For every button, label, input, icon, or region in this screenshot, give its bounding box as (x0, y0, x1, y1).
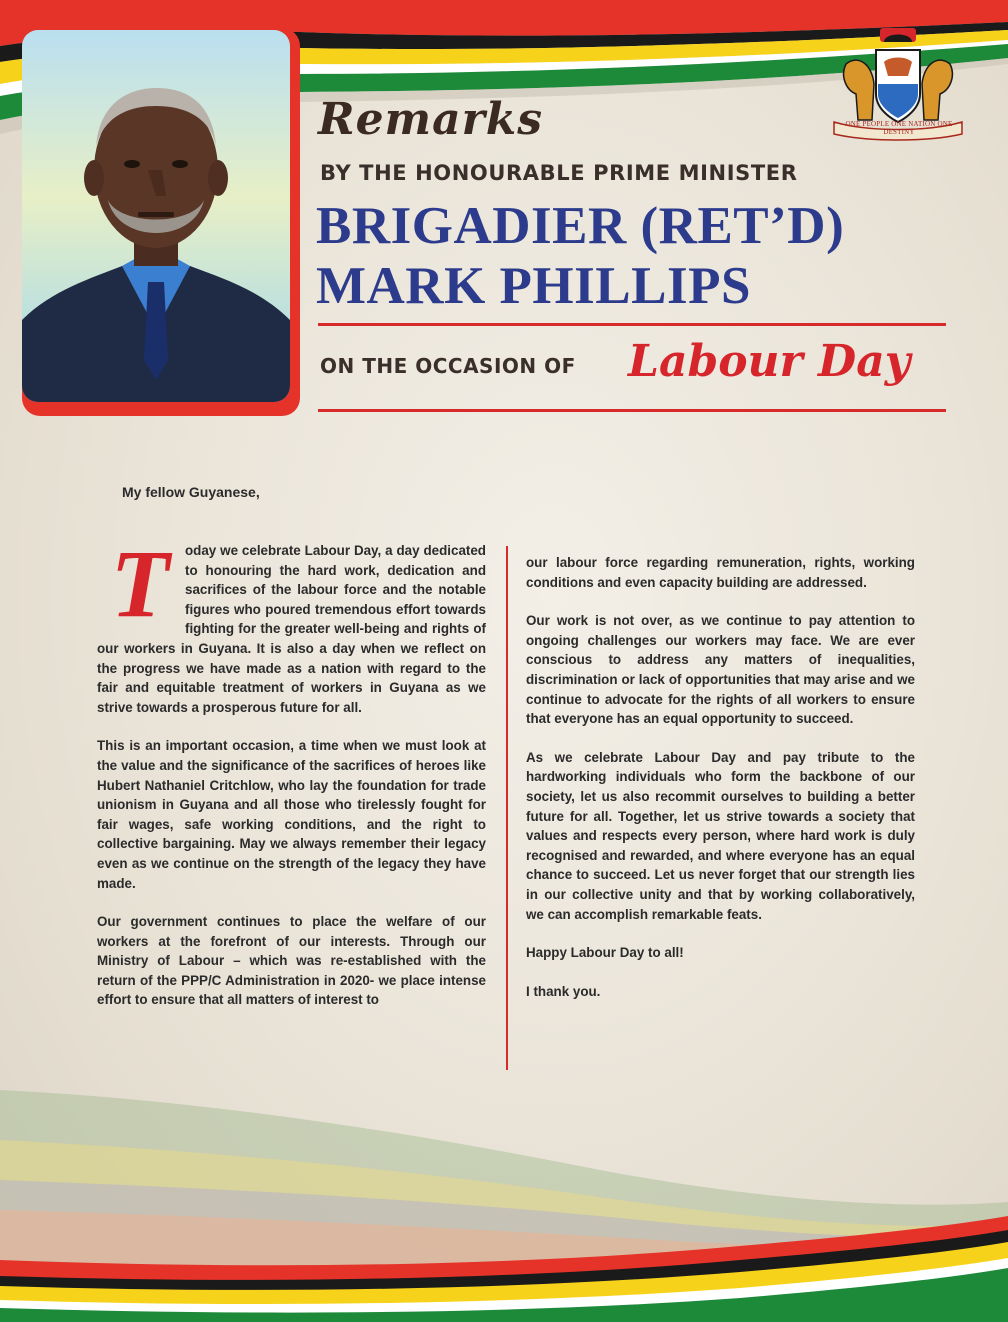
closing-greeting: Happy Labour Day to all! (526, 945, 684, 961)
paragraph: Our government continues to place the welfare of our workers at the forefront of our interests. Through our Ministry of Labour – which was re-established with the return of the PPP/C Administration in 2020- we place intense effort to ensure that all matters of interest to (97, 914, 486, 1008)
paragraph: our labour force regarding remuneration, rights, working conditions and even capacity building are addressed. (526, 555, 915, 590)
salutation: My fellow Guyanese, (122, 484, 260, 500)
heading-divider-bottom (318, 409, 946, 412)
drop-cap: T (110, 530, 170, 637)
paragraph-text: oday we celebrate Labour Day, a day dedicated to honouring the hard work, dedication and sacrifices of the labour force and the notable figures who poured tremendous effort towards fighting for the greater well-being and rights of our workers in Guyana. It is also a day when we reflect on the progress we have made as a nation with regard to the fair and equitable treatment of workers in Guyana as we strive towards a prosperous future for all. (97, 543, 486, 715)
paragraph: Our work is not over, as we continue to pay attention to ongoing challenges our workers may face. We are ever conscious to address any matters of inequalities, discrimination or lack of opportunities that may arise and we continue to advocate for the rights of all workers to ensure that everyone has an equal opportunity to succeed. (526, 613, 915, 727)
by-line: BY THE HONOURABLE PRIME MINISTER (320, 161, 798, 185)
bottom-flag-swoosh (0, 1070, 1008, 1322)
paragraph: This is an important occasion, a time when we must look at the value and the significance of the sacrifices of heroes like Hubert Nathaniel Critchlow, who lay the foundation for trade unionism in Guyana and all those who tirelessly fought for fair wages, safe working conditions, and the right to collective bargaining. May we always remember their legacy even as we continue on the strength of the legacy they have made. (97, 738, 486, 891)
heading-divider-top (318, 323, 946, 326)
letter-left-column (97, 530, 486, 1029)
prime-minister-portrait (22, 30, 290, 402)
paragraph: As we celebrate Labour Day and pay tribute to the hardworking individuals who form the backbone of our society, let us also recommit ourselves to building a better future for all. Together, let us strive towards a society that values and respects every person, where hard work is duly recognised and rewarded, and where everyone has an equal chance to succeed. Let us never forget that our strength lies in our collective unity and that by working collaboratively, we can accomplish remarkable feats. (526, 749, 915, 922)
speaker-name-line-2: MARK PHILLIPS (316, 257, 751, 315)
remarks-heading: Remarks (318, 94, 544, 145)
coat-of-arms-motto: ONE PEOPLE ONE NATION ONE DESTINY (845, 120, 953, 136)
paragraph (97, 530, 486, 717)
column-divider (506, 546, 508, 1070)
occasion-title: Labour Day (628, 336, 911, 387)
letter-right-column (526, 553, 915, 1020)
occasion-prefix: ON THE OCCASION OF (320, 354, 576, 378)
speaker-name-line-1: BRIGADIER (RET’D) (316, 197, 845, 255)
closing-thanks: I thank you. (526, 983, 601, 999)
